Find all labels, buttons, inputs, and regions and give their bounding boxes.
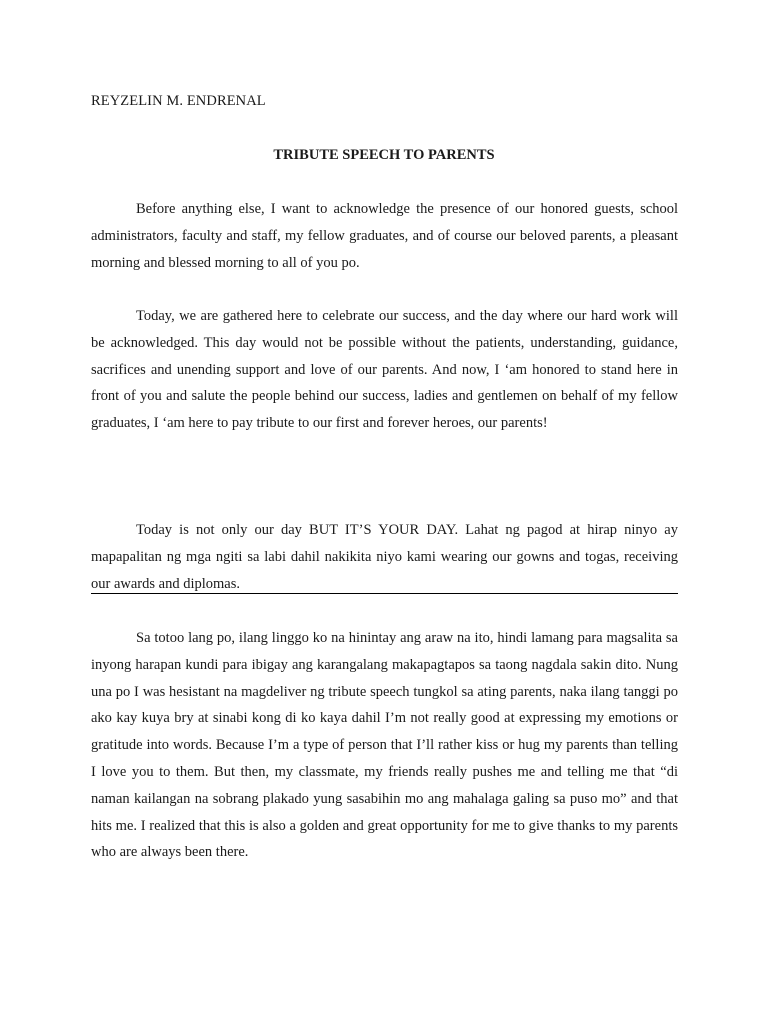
paragraph-personal-story: Sa totoo lang po, ilang linggo ko na hinintay ang araw na ito, hindi lamang para magsalita sa inyong harapan kundi para ibigay ang karangalang makapagtapos sa taong nagdala sakin dito. Nung una po I was hesistant na magdeliver ng tribute speech tungkol sa ating parents, naka ilang tanggi po ako kay kuya bry at sinabi kong di ko kaya dahil I’m not really good at expressing my emotions or gratitude into words. Because I’m a type of person that I’ll rather kiss or hug my parents than telling I love you to them. But then, my classmate, my friends really pushes me and telling me that “di naman kailangan na sobrang plakado yung sasabihin mo ang mahalaga galing sa puso mo” and that hits me. I realized that this is also a golden and great opportunity for me to give thanks to my parents who are always been there. [91,630,678,861]
section-divider [91,593,678,594]
paragraph-your-day: Today is not only our day BUT IT’S YOUR DAY. Lahat ng pagod at hirap ninyo ay mapapalitan ng mga ngiti sa labi dahil nakikita niyo kami wearing our gowns and togas, receiving our awards and diplomas. [91,522,678,592]
document-title: TRIBUTE SPEECH TO PARENTS [273,147,495,163]
author-name: REYZELIN M. ENDRENAL [91,93,266,109]
paragraph-celebration: Today, we are gathered here to celebrate our success, and the day where our hard work will be acknowledged. This day would not be possible without the patients, understanding, guidance, sacrifices and unending support and love of our parents. And now, I ‘am honored to stand here in front of you and salute the people behind our success, ladies and gentlemen on behalf of my fellow graduates, I ‘am here to pay tribute to our first and forever heroes, our parents! [91,308,678,432]
paragraph-greeting: Before anything else, I want to acknowledge the presence of our honored guests, school administrators, faculty and staff, my fellow graduates, and of course our beloved parents, a pleasant morning and blessed morning to all of you po. [91,201,678,271]
